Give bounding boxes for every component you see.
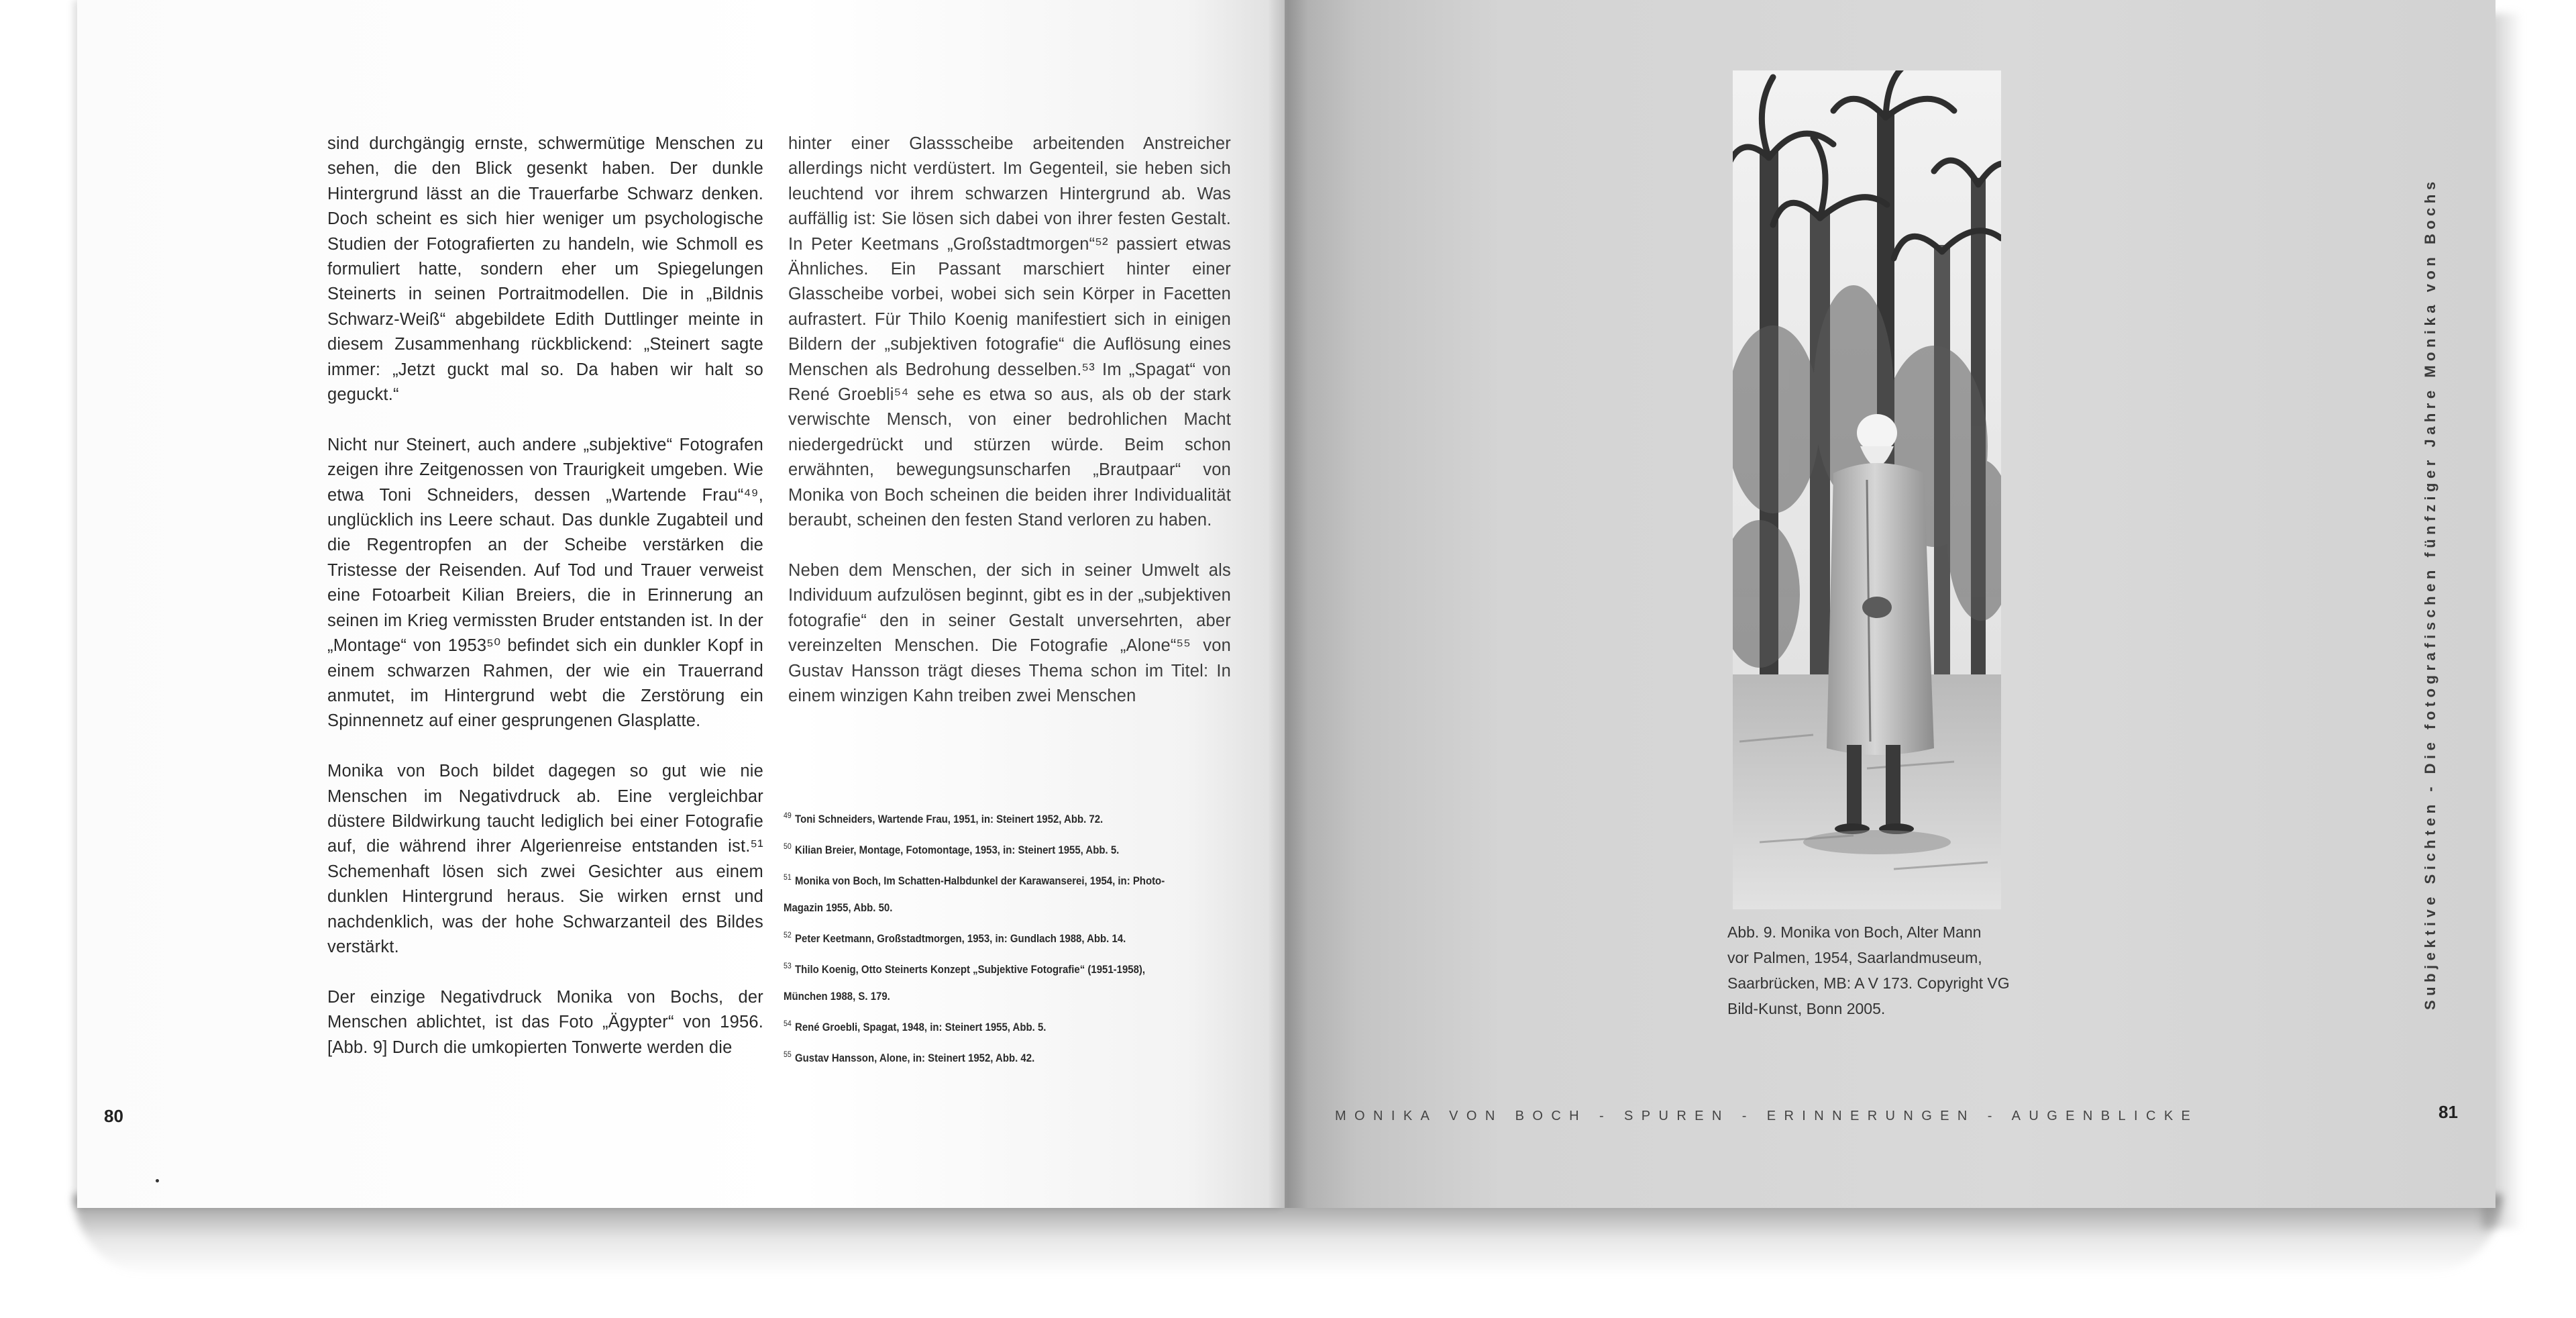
- footnote: $^{52}$ Peter Keetmann, Großstadtmorgen, 1953, in: Gundlach 1988, Abb. 14.: [784, 930, 1126, 945]
- running-footer: MONIKA VON BOCH - SPUREN - ERINNERUNGEN - AUGENBLICKE: [1335, 1109, 2199, 1123]
- footnote: $^{50}$ Kilian Breier, Montage, Fotomontage, 1953, in: Steinert 1955, Abb. 5.: [784, 842, 1120, 856]
- paragraph: Der einzige Negativdruck Monika von Bochs, der Menschen ablichtet, ist das Foto „Ägypter“ von 1956. [Abb. 9] Durch die umkopierten Tonwerte werden die: [327, 987, 763, 1057]
- footnotes: [784, 802, 1185, 1072]
- figure-caption: [1727, 919, 2036, 1021]
- paragraph: hinter einer Glassscheibe arbeitenden Anstreicher allerdings nicht verdüstert. Im Gegenteil, sie heben sich leuchtend vor ihrem schwarzen Hintergrund ab. Was auffällig ist: Sie lösen sich dabei von ihrer festen Gestalt. In Peter Keetmans „Großstadtmorgen“⁵² passiert etwas Ähnliches. Ein Passant marschiert hinter einer Glasscheibe vorbei, wobei sich sein Körper in Facetten aufrastert. Für Thilo Koenig manifestiert sich in einigen Bildern der „subjektiven fotografie“ die Auflösung eines Menschen als Bedrohung desselben.⁵³ Im „Spagat“ von René Groebli⁵⁴ sehe es etwa so aus, als ob der stark verwischte Mensch, von einer bedrohlichen Macht niedergedrückt und stürzen würde. Beim schon erwähnten, bewegungsunscharfen „Brautpaar“ von Monika von Boch scheinen die beiden ihrer Individualität beraubt, scheinen den festen Stand verloren zu haben.: [788, 134, 1231, 530]
- caption-line: Saarbrücken, MB: A V 173. Copyright VG: [1727, 974, 2010, 992]
- caption-line: Abb. 9. Monika von Boch, Alter Mann: [1727, 923, 1982, 941]
- vertical-chapter-title: Subjektive Sichten - Die fotografischen fünfziger Jahre Monika von Bochs: [2422, 177, 2438, 1010]
- footnote: $^{51}$ Monika von Boch, Im Schatten-Halbdunkel der Karawanserei, 1954, in: Photo-: [784, 872, 1165, 887]
- footnote-continuation: Magazin 1955, Abb. 50.: [784, 901, 893, 914]
- paragraph: sind durchgängig ernste, schwermütige Menschen zu sehen, die den Blick gesenkt haben. Der dunkle Hintergrund lässt an die Trauerfarbe Schwarz denken. Doch scheint es sich hier weniger um psychologische Studien der Fotografierten zu handeln, wie Schmoll es formuliert hatte, sondern eher um Spiegelungen Steinerts in seinen Portraitmodellen. Die in „Bildnis Schwarz-Weiß“ abgebildete Edith Duttlinger meinte in diesem Zusammenhang rückblickend: „Steinert sagte immer: „Jetzt guckt mal so. Da haben wir halt so geguckt.“: [327, 134, 763, 405]
- text-column-1: [327, 132, 763, 1085]
- photo-old-man-before-palms: [1733, 70, 2001, 909]
- paragraph: Monika von Boch bildet dagegen so gut wie nie Menschen im Negativdruck ab. Eine vergleichbar düstere Bildwirkung taucht lediglich bei einer Fotografie auf, die während ihrer Algerienreise entstanden ist.⁵¹ Schemenhaft lösen sich zwei Gesichter aus einem dunklen Hintergrund heraus. Sie wirken ernst und nachdenklich, was der hohe Schwarzanteil des Bildes verstärkt.: [327, 762, 763, 956]
- caption-line: Bild-Kunst, Bonn 2005.: [1727, 1000, 1886, 1017]
- footnote: $^{53}$ Thilo Koenig, Otto Steinerts Konzept „Subjektive Fotografie“ (1951-1958),: [784, 961, 1146, 976]
- paragraph: Neben dem Menschen, der sich in seiner Umwelt als Individuum aufzulösen beginnt, gibt es in der „subjektiven fotografie“ den in seiner Gestalt unversehrten, aber vereinzelten Menschen. Die Fotografie „Alone“⁵⁵ von Gustav Hansson trägt dieses Thema schon im Titel: In einem winzigen Kahn treiben zwei Menschen: [788, 560, 1231, 705]
- paragraph: Nicht nur Steinert, auch andere „subjektive“ Fotografen zeigen ihre Zeitgenossen von Traurigkeit umgeben. Wie etwa Toni Schneiders, dessen „Wartende Frau“⁴⁹, unglücklich ins Leere schaut. Das dunkle Zugabteil und die Regentropfen an der Scheibe verstärken die Tristesse der Reisenden. Auf Tod und Trauer verweist eine Fotoarbeit Kilian Breiers, die in Erinnerung an seinen im Krieg vermissten Bruder entstanden ist. In der „Montage“ von 1953⁵⁰ befindet sich ein dunkler Kopf in einem schwarzen Rahmen, der wie ein Trauerrand anmutet, im Hintergrund webt die Zerstörung ein Spinnennetz auf einer gesprungenen Glasplatte.: [327, 435, 763, 731]
- page-number-right: 81: [2438, 1102, 2458, 1122]
- footnote: $^{49}$ Toni Schneiders, Wartende Frau, 1951, in: Steinert 1952, Abb. 72.: [784, 811, 1104, 825]
- footnote: $^{54}$ René Groebli, Spagat, 1948, in: Steinert 1955, Abb. 5.: [784, 1019, 1046, 1033]
- text-column-2: [788, 132, 1231, 734]
- footnote: $^{55}$ Gustav Hansson, Alone, in: Steinert 1952, Abb. 42.: [784, 1050, 1035, 1064]
- print-speck: [156, 1179, 159, 1182]
- book-gutter: [1268, 0, 1308, 1208]
- caption-line: vor Palmen, 1954, Saarlandmuseum,: [1727, 949, 1982, 966]
- footnote-continuation: München 1988, S. 179.: [784, 990, 890, 1003]
- page-number-left: 80: [104, 1106, 123, 1126]
